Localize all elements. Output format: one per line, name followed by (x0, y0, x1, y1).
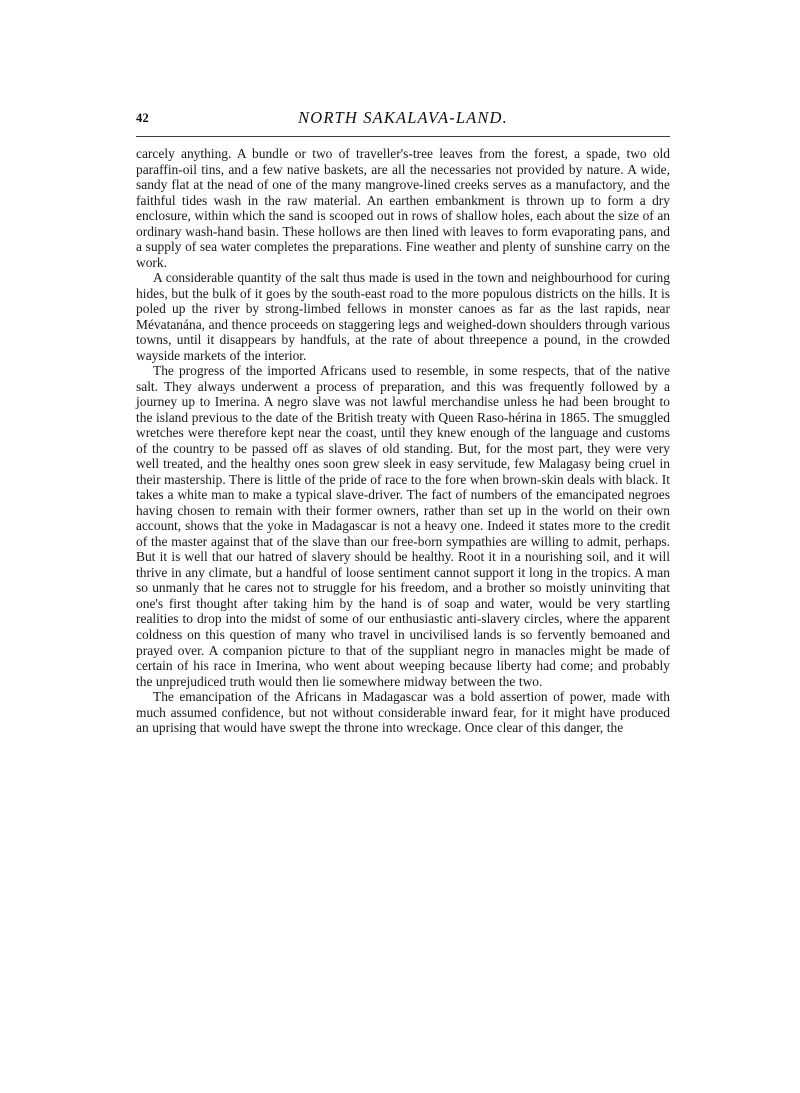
paragraph: The progress of the imported Africans used to resemble, in some respects, that of the native salt. They always underwent a process of preparation, and this was frequently followed by a journey up to Imerina. A negro slave was not lawful merchandise unless he had been brought to the island previous to the date of the British treaty with Queen Raso-hérina in 1865. The smuggled wretches were therefore kept near the coast, until they knew enough of the language and customs of the country to be passed off as slaves of old standing. But, for the most part, they were very well treated, and the healthy ones soon grew sleek in easy servitude, few Malagasy being cruel in their mastership. There is little of the pride of race to the fore when brown-skin deals with black. It takes a white man to make a typical slave-driver. The fact of numbers of the emancipated negroes having chosen to remain with their former owners, rather than set up in the world on their own account, shows that the yoke in Madagascar is not a heavy one. Indeed it states more to the credit of the master against that of the slave than our free-born sympathies are willing to admit, perhaps. But it is well that our hatred of slavery should be healthy. Root it in a nourishing soil, and it will thrive in any climate, but a handful of loose sentiment cannot support it long in the tropics. A man so unmanly that he cares not to struggle for his freedom, and a brother so moistly uninviting that one's first thought after taking him by the hand is of soap and water, would be very startling realities to drop into the midst of some of our enthusiastic anti-slavery circles, where the apparent coldness on this question of many who travel in uncivilised lands is so fervently bemoaned and prayed over. A companion picture to that of the suppliant negro in manacles might be made of certain of his race in Imerina, who went about weeping because liberty had come; and probably the unprejudiced truth would then lie somewhere midway between the two. (136, 363, 670, 689)
running-head (136, 108, 670, 130)
page-number: 42 (136, 111, 150, 125)
header-rule (136, 136, 670, 137)
running-title: NORTH SAKALAVA-LAND. (298, 108, 508, 127)
paragraph: carcely anything. A bundle or two of traveller's-tree leaves from the forest, a spade, two old paraffin-oil tins, and a few native baskets, are all the necessaries not provided by nature. A wide, sandy flat at the nead of one of the many mangrove-lined creeks serves as a manufactory, and the faithful tides wash in the raw material. An earthen embankment is thrown up to form a dry enclosure, within which the sand is scooped out in rows of shallow holes, each about the size of an ordinary wash-hand basin. These hollows are then lined with leaves to form evaporating pans, and a supply of sea water completes the preparations. Fine weather and plenty of sunshine carry on the work. (136, 146, 670, 270)
paragraph: A considerable quantity of the salt thus made is used in the town and neighbourhood for curing hides, but the bulk of it goes by the south-east road to the more populous districts on the hills. It is poled up the river by strong-limbed fellows in monster canoes as far as the last rapids, near Mévatanána, and thence proceeds on staggering legs and weighed-down shoulders through various towns, until it disappears by handfuls, at the rate of about threepence a pound, in the crowded wayside markets of the interior. (136, 270, 670, 363)
body-text-block (136, 146, 670, 736)
paragraph: The emancipation of the Africans in Madagascar was a bold assertion of power, made with much assumed confidence, but not without considerable inward fear, for it might have produced an uprising that would have swept the throne into wreckage. Once clear of this danger, the (136, 689, 670, 736)
